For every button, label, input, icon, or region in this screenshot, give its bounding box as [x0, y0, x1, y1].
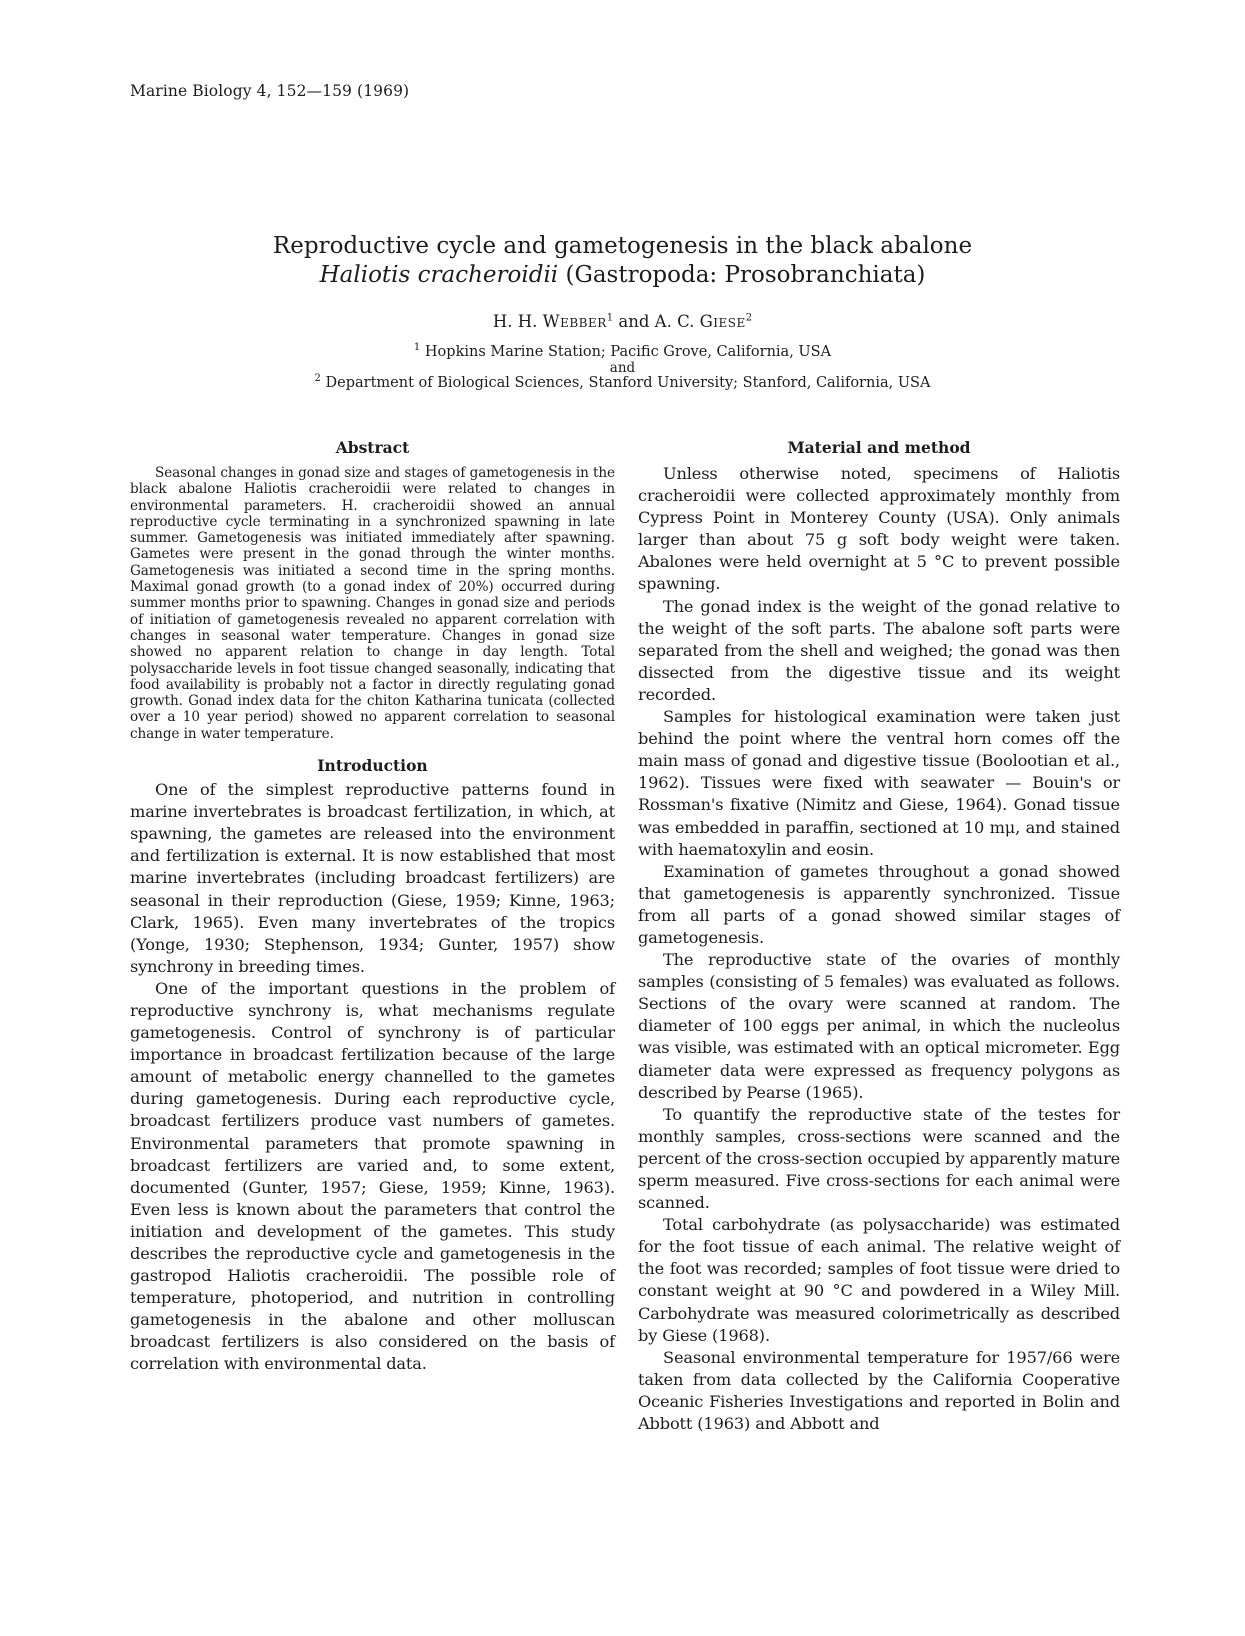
author-1-sup: 1	[606, 312, 614, 324]
affiliation-2-sup: 2	[314, 373, 321, 385]
running-head: Marine Biology 4, 152—159 (1969)	[130, 82, 410, 100]
abstract-heading: Abstract	[335, 438, 410, 457]
title-line-1: Reproductive cycle and gametogenesis in the black abalone	[272, 233, 973, 259]
introduction-paragraph: One of the simplest reproductive patterns found in marine invertebrates is broadcast fertilization, in which, at spawning, the gametes are released into the environment and fertilization is external. It is now established that most marine invertebrates (including broadcast fertilizers) are seasonal in their reproduction (Giese, 1959; Kinne, 1963; Clark, 1965). Even many invertebrates of the tropics (Yonge, 1930; Stephenson, 1934; Gunter, 1957) show synchrony in breeding times.	[130, 780, 615, 976]
author-1-initials: H. H.	[492, 312, 543, 331]
affiliation-1	[0, 342, 1245, 361]
title-line-2: (Gastropoda: Prosobranchiata)	[558, 262, 926, 288]
methods-paragraph: Unless otherwise noted, specimens of Haliotis cracheroidii were collected approximately monthly from Cypress Point in Monterey County (USA). Only animals larger than about 75 g soft body weight were taken. Abalones were held overnight at 5 °C to prevent possible spawning.	[638, 464, 1120, 594]
abstract-text: Seasonal changes in gonad size and stages of gametogenesis in the black abalone Haliotis cracheroidii were related to changes in environmental parameters. H. cracheroidii showed an annual reproductive cycle terminating in a synchronized spawning in late summer. Gametogenesis was initiated immediately after spawning. Gametes were present in the gonad through the winter months. Gametogenesis was initiated a second time in the spring months. Maximal gonad growth (to a gonad index of 20%) occurred during summer months prior to spawning. Changes in gonad size and periods of initiation of gametogenesis revealed no apparent correlation with changes in seasonal water temperature. Changes in gonad size showed no apparent relation to change in day length. Total polysaccharide levels in foot tissue changed seasonally, indicating that food availability is probably not a factor in directly regulating gonad growth. Gonad index data for the chiton Katharina tunicata (collected over a 10 year period) showed no apparent correlation to seasonal change in water temperature.	[130, 465, 615, 742]
author-2-name: Giese	[699, 312, 746, 331]
author-1-name: Webber	[542, 312, 607, 331]
article-title	[0, 232, 1245, 290]
affiliation-2	[0, 373, 1245, 392]
methods-paragraph: To quantify the reproductive state of the testes for monthly samples, cross-sections were scanned and the percent of the cross-section occupied by apparently mature sperm measured. Five cross-sections for each animal were scanned.	[638, 1104, 1120, 1213]
left-column	[130, 438, 615, 1376]
methods-paragraph: Seasonal environmental temperature for 1957/66 were taken from data collected by the California Cooperative Oceanic Fisheries Investigations and reported in Bolin and Abbott (1963) and Abbott and	[638, 1347, 1120, 1434]
methods-paragraph: Examination of gametes throughout a gonad showed that gametogenesis is apparently synchronized. Tissue from all parts of a gonad showed similar stages of gametogenesis.	[638, 861, 1120, 947]
methods-paragraph: The reproductive state of the ovaries of monthly samples (consisting of 5 females) was evaluated as follows. Sections of the ovary were scanned at random. The diameter of 100 eggs per animal, in which the nucleolus was visible, was estimated with an optical micrometer. Egg diameter data were expressed as frequency polygons as described by Pearse (1965).	[638, 950, 1120, 1102]
introduction-paragraph: One of the important questions in the problem of reproductive synchrony is, what mechanisms regulate gametogenesis. Control of synchrony is of particular importance in broadcast fertilization because of the large amount of metabolic energy channelled to the gametes during gametogenesis. During each reproductive cycle, broadcast fertilizers produce vast numbers of gametes. Environmental parameters that promote spawning in broadcast fertilizers are varied and, to some extent, documented (Gunter, 1957; Giese, 1959; Kinne, 1963). Even less is known about the parameters that control the initiation and development of the gametes. This study describes the reproductive cycle and gametogenesis in the gastropod Haliotis cracheroidii. The possible role of temperature, photoperiod, and nutrition in controlling gametogenesis in the abalone and other molluscan broadcast fertilizers is also considered on the basis of correlation with environmental data.	[130, 978, 615, 1374]
affiliation-1-sup: 1	[413, 342, 421, 354]
author-line	[0, 312, 1245, 331]
methods-paragraph: Samples for histological examination were taken just behind the point where the ventral horn comes off the main mass of gonad and digestive tissue (Boolootian et al., 1962). Tissues were fixed with seawater — Bouin's or Rossman's fixative (Nimitz and Giese, 1964). Gonad tissue was embedded in paraffin, sectioned at 10 mμ, and stained with haematoxylin and eosin.	[638, 707, 1120, 859]
affiliation-and: and	[609, 359, 636, 376]
methods-paragraph: Total carbohydrate (as polysaccharide) was estimated for the foot tissue of each animal. The relative weight of the foot was recorded; samples of foot tissue were dried to constant weight at 90 °C and powdered in a Wiley Mill. Carbohydrate was measured colorimetrically as described by Giese (1968).	[638, 1215, 1120, 1345]
right-column	[638, 438, 1120, 1435]
author-2-sup: 2	[745, 312, 753, 324]
title-species: Haliotis cracheroidii	[319, 262, 559, 288]
affiliation-2-text: Department of Biological Sciences, Stanford University; Stanford, California, USA	[320, 375, 931, 391]
author-2-initials: A. C.	[654, 312, 700, 331]
affiliation-1-text: Hopkins Marine Station; Pacific Grove, California, USA	[420, 344, 832, 360]
author-and: and	[613, 312, 655, 331]
methods-heading: Material and method	[787, 438, 971, 457]
title-block	[0, 232, 1245, 392]
methods-paragraph: The gonad index is the weight of the gonad relative to the weight of the soft parts. The abalone soft parts were separated from the shell and weighed; the gonad was then dissected from the digestive tissue and its weight recorded.	[638, 596, 1120, 704]
introduction-heading: Introduction	[317, 756, 428, 776]
affiliations	[0, 342, 1245, 392]
